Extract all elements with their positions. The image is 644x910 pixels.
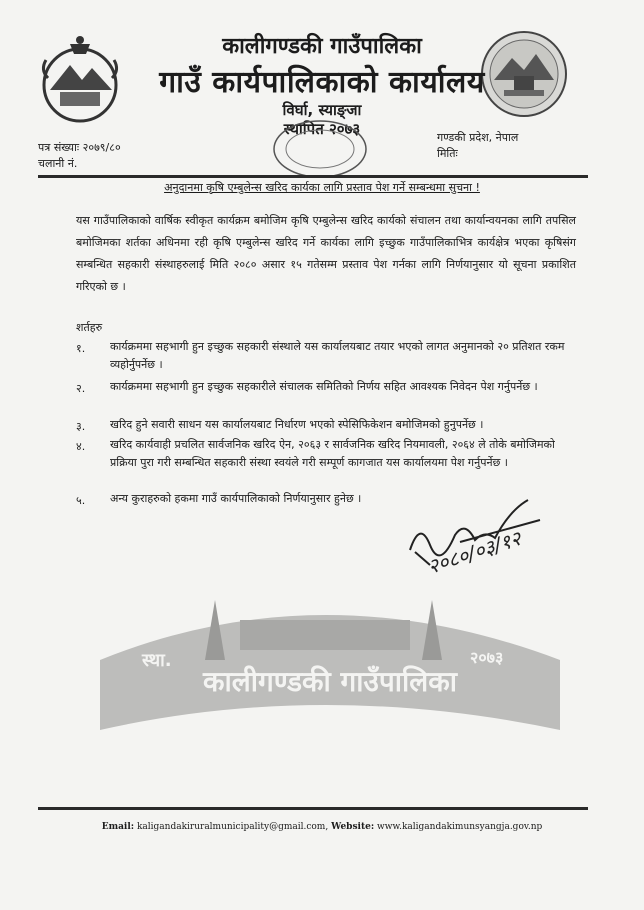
header-divider xyxy=(38,175,588,178)
signature-date: २०८०/०३/१२ xyxy=(424,526,524,579)
watermark xyxy=(0,580,644,740)
watermark-right: २०७३ xyxy=(470,648,504,667)
office-name: गाउँ कार्यपालिकाको कार्यालय xyxy=(159,65,485,100)
footer-contact xyxy=(0,822,644,832)
date-label: मितिः xyxy=(437,147,458,160)
condition-number: ५. xyxy=(76,494,86,507)
office-stamp xyxy=(270,118,370,180)
province: गण्डकी प्रदेश, नेपाल xyxy=(437,131,519,144)
letter-number: पत्र संख्याः २०७९/८० xyxy=(38,141,121,154)
email-link[interactable]: kaligandakiruralmunicipality@gmail.com, xyxy=(136,822,329,832)
condition-number: ४. xyxy=(76,440,86,453)
municipality-name: कालीगण्डकी गाउँपालिका xyxy=(222,34,422,59)
condition-text: खरिद हुने सवारी साधन यस कार्यालयबाट निर्धारण भएको स्पेसिफिकेशन बमोजिमको हुनुपर्नेछ । xyxy=(110,418,484,431)
condition-text: कार्यक्रममा सहभागी हुन इच्छुक सहकारी संस्थाले यस कार्यालयबाट तयार भएको लागत अनुमानको २० प्रतिशत रकम व्यहोर्नुपर्नेछ । xyxy=(110,340,565,371)
established-year: स्थापित २०७३ xyxy=(283,120,361,138)
watermark-district: स्याङ्जा xyxy=(304,708,340,722)
condition-text: खरिद कार्यवाही प्रचलित सार्वजनिक खरिद ऐन, २०६३ र सार्वजनिक खरिद नियमावली, २०६४ ले तोके बमोजिमको प्रक्रिया पुरा गरी सम्बन्धित सहकारी संस्था स्वयंले गरी सम्पूर्ण कागजात यस कार्यालयमा पेश गर्नुपर्नेछ । xyxy=(110,438,555,469)
condition-number: ३. xyxy=(76,420,86,433)
dispatch-number: चलानी नं. xyxy=(38,157,78,170)
conditions-heading: शर्तहरु xyxy=(76,321,103,334)
notice-subject: अनुदानमा कृषि एम्बुलेन्स खरिद कार्यका लागि प्रस्ताव पेश गर्ने सम्बन्धमा सुचना ! xyxy=(164,181,480,194)
website-label: Website: xyxy=(331,822,375,832)
condition-number: २. xyxy=(76,382,86,395)
notice-paragraph: यस गाउँपालिकाको वार्षिक स्वीकृत कार्यक्रम बमोजिम कृषि एम्बुलेन्स खरिद कार्यको संचालन तथा कार्यान्वयनका लागि तपसिल बमोजिमका शर्तका अधिनमा रही कृषि एम्बुलेन्स खरिद गर्ने कार्यका लागि इच्छुक गाउँपालिकाभित्र कार्यक्षेत्र भएका कृषिसंग सम्बन्धित सहकारी संस्थाहरुलाई मिति २०८० असार १५ गतेसम्म प्रस्ताव पेश गर्नका लागि निर्णयानुसार यो सूचना प्रकाशित गरिएको छ । xyxy=(76,214,576,293)
condition-text: अन्य कुराहरुको हकमा गाउँ कार्यपालिकाको निर्णयानुसार हुनेछ । xyxy=(110,492,362,505)
office-location: विर्घा, स्याङ्जा xyxy=(282,101,362,119)
email-label: Email: xyxy=(101,822,135,832)
condition-text: कार्यक्रममा सहभागी हुन इच्छुक सहकारीले संचालक समितिको निर्णय सहित आवश्यक निवेदन पेश गर्नुपर्नेछ । xyxy=(110,380,538,393)
website-link[interactable]: www.kaligandakimunsyangja.gov.np xyxy=(377,822,543,832)
watermark-name: कालीगण्डकी गाउँपालिका xyxy=(202,665,458,698)
condition-number: १. xyxy=(76,342,86,355)
footer-divider xyxy=(38,807,588,810)
watermark-left: स्था. xyxy=(142,650,172,671)
